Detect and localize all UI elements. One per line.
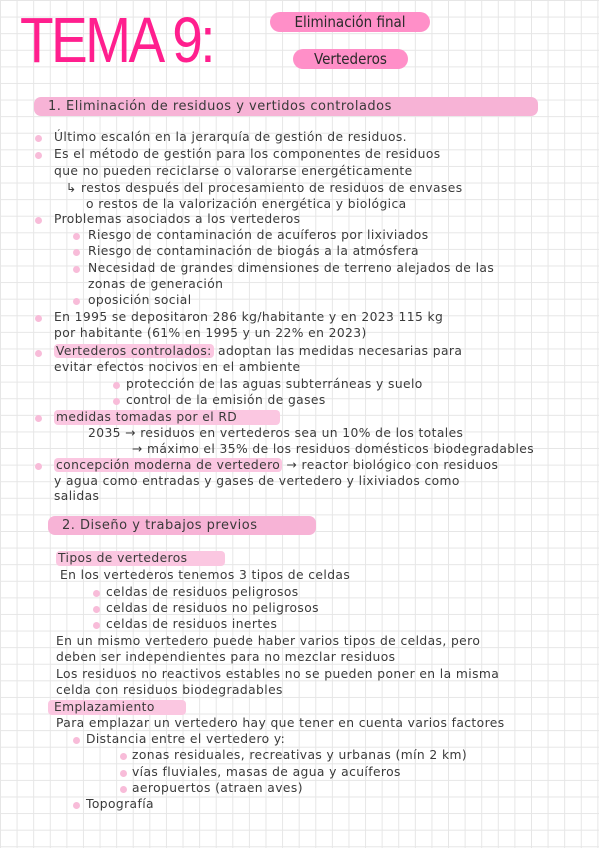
note-line: Los residuos no reactivos estables no se pueden poner en la misma: [56, 667, 500, 681]
note-line: Riesgo de contaminación de biogás a la atmósfera: [88, 244, 419, 258]
highlighted-term: Vertederos controlados:: [56, 344, 212, 358]
note-line: oposición social: [88, 293, 192, 307]
bullet-dot: [93, 590, 100, 597]
highlighted-term: concepción moderna de vertedero: [56, 458, 281, 472]
note-line: Para emplazar un vertedero hay que tener en cuenta varios factores: [56, 716, 505, 730]
note-line: celdas de residuos no peligrosos: [106, 601, 319, 615]
note-line: vías fluviales, masas de agua y acuíferos: [132, 765, 401, 779]
bullet-dot: [120, 770, 127, 777]
note-line: salidas: [54, 489, 100, 503]
note-line: En un mismo vertedero puede haber varios tipos de celdas, pero: [56, 634, 481, 648]
note-line: Necesidad de grandes dimensiones de terreno alejados de las: [88, 261, 495, 275]
note-line: [54, 344, 462, 359]
bullet-dot: [35, 217, 42, 224]
note-line: Topografía: [86, 797, 154, 811]
note-line: celdas de residuos inertes: [106, 617, 278, 631]
bullet-dot: [73, 737, 80, 744]
note-line: o restos de la valorización energética y biológica: [86, 197, 407, 211]
highlighted-term: medidas tomadas por el RD: [54, 410, 280, 425]
section-heading-2: 2. Diseño y trabajos previos: [48, 516, 316, 535]
note-line: Distancia entre el vertedero y:: [86, 732, 286, 746]
note-line: Último escalón en la jerarquía de gestión de residuos.: [54, 130, 407, 144]
section-heading-1: 1. Eliminación de residuos y vertidos controlados: [34, 97, 538, 116]
note-line: deben ser independientes para no mezclar residuos: [56, 650, 396, 664]
highlighted-term: Emplazamiento: [48, 700, 186, 715]
note-line: Es el método de gestión para los componentes de residuos: [54, 147, 441, 161]
note-line: control de la emisión de gases: [126, 393, 326, 407]
bullet-dot: [113, 382, 120, 389]
bullet-dot: [35, 350, 42, 357]
note-line: evitar efectos nocivos en el ambiente: [54, 360, 301, 374]
note-line: Problemas asociados a los vertederos: [54, 212, 301, 226]
bullet-dot: [73, 249, 80, 256]
note-line: 2035 → residuos en vertederos sea un 10% de los totales: [88, 426, 464, 440]
bullet-dot: [120, 786, 127, 793]
note-text: → reactor biológico con residuos: [286, 458, 499, 472]
bullet-dot: [35, 315, 42, 322]
note-line: zonas de generación: [88, 277, 224, 291]
note-line: que no pueden reciclarse o valorarse energéticamente: [54, 164, 413, 178]
subtitle-pill-vertederos: Vertederos: [293, 49, 408, 69]
note-line: En 1995 se depositaron 286 kg/habitante y en 2023 115 kg: [54, 310, 444, 324]
note-line: aeropuertos (atraen aves): [132, 781, 303, 795]
bullet-dot: [35, 152, 42, 159]
note-line: celdas de residuos peligrosos: [106, 585, 299, 599]
bullet-dot: [73, 266, 80, 273]
note-line: [54, 458, 498, 473]
bullet-dot: [35, 463, 42, 470]
note-line: zonas residuales, recreativas y urbanas (mín 2 km): [132, 748, 468, 762]
bullet-dot: [73, 233, 80, 240]
note-line: → máximo el 35% de los residuos domésticos biodegradables: [132, 442, 535, 456]
bullet-dot: [113, 398, 120, 405]
bullet-dot: [120, 753, 127, 760]
note-line: y agua como entradas y gases de vertedero y lixiviados como: [54, 474, 460, 488]
bullet-dot: [35, 135, 42, 142]
bullet-dot: [73, 298, 80, 305]
bullet-dot: [73, 802, 80, 809]
note-line: por habitante (61% en 1995 y un 22% en 2023): [54, 326, 367, 340]
page-title: TEMA 9:: [20, 4, 213, 76]
highlighted-term: Tipos de vertederos: [56, 551, 225, 566]
note-line: ↳ restos después del procesamiento de residuos de envases: [66, 181, 463, 195]
bullet-dot: [93, 622, 100, 629]
note-text: adoptan las medidas necesarias para: [218, 344, 463, 358]
note-line: Riesgo de contaminación de acuíferos por lixiviados: [88, 228, 429, 242]
note-line: protección de las aguas subterráneas y suelo: [126, 377, 423, 391]
note-line: celda con residuos biodegradables: [56, 683, 283, 697]
note-line: En los vertederos tenemos 3 tipos de celdas: [60, 568, 351, 582]
bullet-dot: [93, 606, 100, 613]
bullet-dot: [35, 415, 42, 422]
subtitle-pill-eliminacion: Eliminación final: [270, 12, 430, 32]
